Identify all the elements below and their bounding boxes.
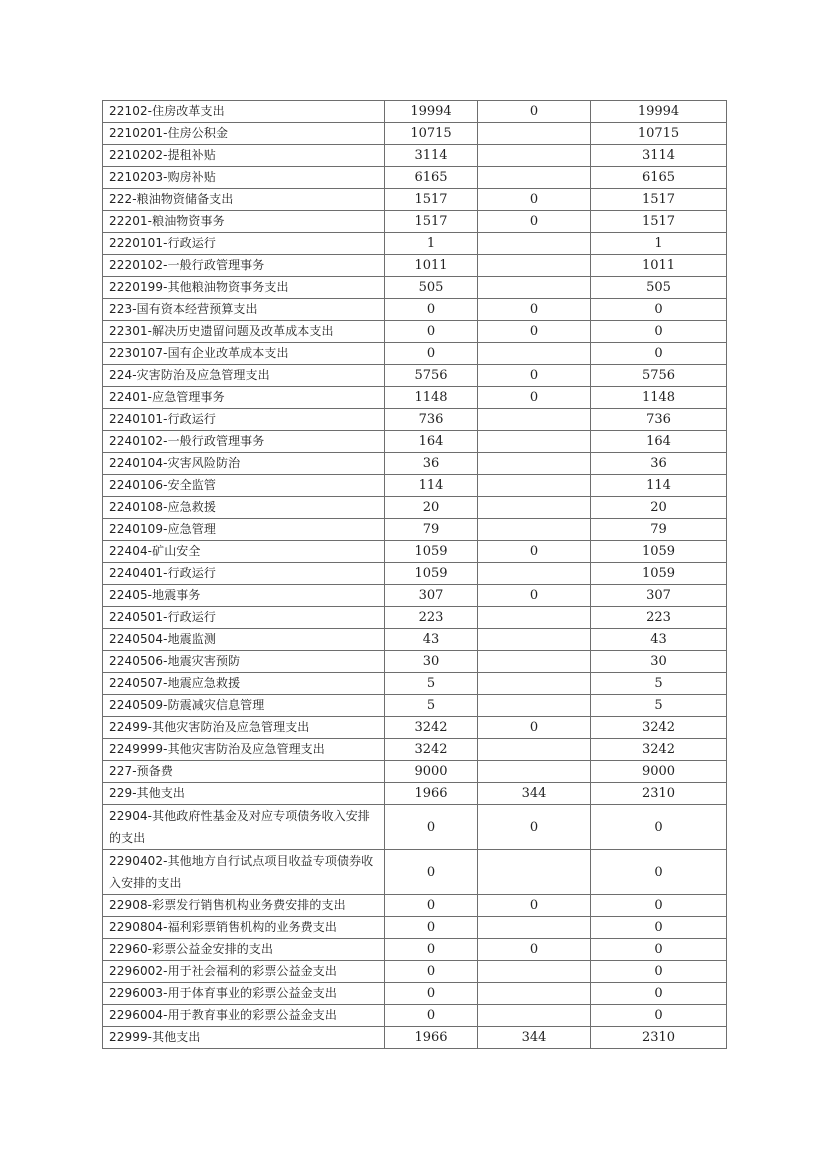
amount-cell-1: 0 bbox=[385, 983, 478, 1005]
item-name-cell: 227-预备费 bbox=[103, 761, 385, 783]
item-name-cell: 2296003-用于体育事业的彩票公益金支出 bbox=[103, 983, 385, 1005]
table-row bbox=[103, 563, 727, 585]
amount-cell-2 bbox=[478, 1005, 591, 1027]
amount-cell-2 bbox=[478, 673, 591, 695]
item-name-cell: 229-其他支出 bbox=[103, 783, 385, 805]
amount-cell-2: 0 bbox=[478, 365, 591, 387]
item-name-cell: 2220102-一般行政管理事务 bbox=[103, 255, 385, 277]
amount-cell-1: 1059 bbox=[385, 563, 478, 585]
amount-cell-1: 0 bbox=[385, 805, 478, 850]
table-row bbox=[103, 695, 727, 717]
amount-total-cell: 164 bbox=[591, 431, 727, 453]
item-name-cell: 22301-解决历史遗留问题及改革成本支出 bbox=[103, 321, 385, 343]
table-row bbox=[103, 1027, 727, 1049]
amount-total-cell: 0 bbox=[591, 343, 727, 365]
table-row bbox=[103, 585, 727, 607]
amount-total-cell: 36 bbox=[591, 453, 727, 475]
table-row bbox=[103, 343, 727, 365]
amount-total-cell: 1 bbox=[591, 233, 727, 255]
amount-cell-2: 344 bbox=[478, 1027, 591, 1049]
amount-cell-1: 307 bbox=[385, 585, 478, 607]
amount-cell-1: 0 bbox=[385, 850, 478, 895]
table-row bbox=[103, 189, 727, 211]
table-row bbox=[103, 541, 727, 563]
amount-cell-2 bbox=[478, 343, 591, 365]
table-row bbox=[103, 673, 727, 695]
amount-cell-1: 5 bbox=[385, 673, 478, 695]
amount-cell-2 bbox=[478, 233, 591, 255]
item-name-cell: 22908-彩票发行销售机构业务费安排的支出 bbox=[103, 895, 385, 917]
amount-cell-1: 0 bbox=[385, 343, 478, 365]
amount-cell-2 bbox=[478, 739, 591, 761]
item-name-cell: 2240509-防震减灾信息管理 bbox=[103, 695, 385, 717]
table-row bbox=[103, 739, 727, 761]
amount-cell-2 bbox=[478, 519, 591, 541]
amount-total-cell: 0 bbox=[591, 805, 727, 850]
table-row bbox=[103, 211, 727, 233]
item-name-cell: 22499-其他灾害防治及应急管理支出 bbox=[103, 717, 385, 739]
amount-cell-1: 9000 bbox=[385, 761, 478, 783]
item-name-cell: 22404-矿山安全 bbox=[103, 541, 385, 563]
table-row bbox=[103, 123, 727, 145]
amount-total-cell: 1059 bbox=[591, 541, 727, 563]
table-row bbox=[103, 453, 727, 475]
amount-cell-1: 5756 bbox=[385, 365, 478, 387]
item-name-cell: 2240501-行政运行 bbox=[103, 607, 385, 629]
amount-cell-2: 0 bbox=[478, 541, 591, 563]
item-name-cell: 22102-住房改革支出 bbox=[103, 101, 385, 123]
table-row bbox=[103, 299, 727, 321]
amount-cell-2 bbox=[478, 453, 591, 475]
amount-cell-1: 505 bbox=[385, 277, 478, 299]
item-name-cell: 22401-应急管理事务 bbox=[103, 387, 385, 409]
table-row bbox=[103, 983, 727, 1005]
item-name-cell: 2249999-其他灾害防治及应急管理支出 bbox=[103, 739, 385, 761]
amount-cell-2 bbox=[478, 409, 591, 431]
amount-total-cell: 0 bbox=[591, 939, 727, 961]
table-row bbox=[103, 475, 727, 497]
amount-cell-2: 0 bbox=[478, 939, 591, 961]
amount-cell-2 bbox=[478, 917, 591, 939]
amount-cell-2: 0 bbox=[478, 211, 591, 233]
item-name-cell: 2210202-提租补贴 bbox=[103, 145, 385, 167]
amount-cell-1: 6165 bbox=[385, 167, 478, 189]
item-name-cell: 2220199-其他粮油物资事务支出 bbox=[103, 277, 385, 299]
amount-cell-2 bbox=[478, 563, 591, 585]
amount-cell-1: 0 bbox=[385, 321, 478, 343]
amount-total-cell: 0 bbox=[591, 321, 727, 343]
item-name-cell: 2220101-行政运行 bbox=[103, 233, 385, 255]
amount-total-cell: 2310 bbox=[591, 783, 727, 805]
table-row bbox=[103, 277, 727, 299]
amount-total-cell: 3242 bbox=[591, 717, 727, 739]
table-row bbox=[103, 1005, 727, 1027]
table-row bbox=[103, 717, 727, 739]
amount-total-cell: 0 bbox=[591, 1005, 727, 1027]
amount-cell-2 bbox=[478, 431, 591, 453]
amount-total-cell: 307 bbox=[591, 585, 727, 607]
amount-cell-2 bbox=[478, 695, 591, 717]
item-name-cell: 224-灾害防治及应急管理支出 bbox=[103, 365, 385, 387]
amount-total-cell: 223 bbox=[591, 607, 727, 629]
amount-cell-2: 0 bbox=[478, 895, 591, 917]
amount-total-cell: 1517 bbox=[591, 211, 727, 233]
amount-total-cell: 0 bbox=[591, 983, 727, 1005]
amount-cell-1: 1 bbox=[385, 233, 478, 255]
amount-cell-2: 0 bbox=[478, 805, 591, 850]
amount-cell-1: 223 bbox=[385, 607, 478, 629]
item-name-cell: 222-粮油物资储备支出 bbox=[103, 189, 385, 211]
amount-cell-1: 1517 bbox=[385, 189, 478, 211]
table-row bbox=[103, 850, 727, 895]
amount-total-cell: 30 bbox=[591, 651, 727, 673]
table-row bbox=[103, 167, 727, 189]
amount-cell-2: 0 bbox=[478, 387, 591, 409]
amount-total-cell: 1059 bbox=[591, 563, 727, 585]
item-name-cell: 2240101-行政运行 bbox=[103, 409, 385, 431]
amount-total-cell: 19994 bbox=[591, 101, 727, 123]
amount-total-cell: 79 bbox=[591, 519, 727, 541]
table-row bbox=[103, 805, 727, 850]
amount-total-cell: 20 bbox=[591, 497, 727, 519]
amount-cell-2 bbox=[478, 167, 591, 189]
amount-cell-2 bbox=[478, 651, 591, 673]
amount-cell-1: 1011 bbox=[385, 255, 478, 277]
item-name-cell: 2240507-地震应急救援 bbox=[103, 673, 385, 695]
amount-cell-1: 164 bbox=[385, 431, 478, 453]
item-name-cell: 2230107-国有企业改革成本支出 bbox=[103, 343, 385, 365]
item-name-cell: 22201-粮油物资事务 bbox=[103, 211, 385, 233]
item-name-cell: 22960-彩票公益金安排的支出 bbox=[103, 939, 385, 961]
amount-cell-1: 43 bbox=[385, 629, 478, 651]
amount-cell-1: 1966 bbox=[385, 1027, 478, 1049]
item-name-cell: 22405-地震事务 bbox=[103, 585, 385, 607]
table-row bbox=[103, 145, 727, 167]
amount-cell-2 bbox=[478, 607, 591, 629]
item-name-cell: 2240504-地震监测 bbox=[103, 629, 385, 651]
amount-cell-1: 10715 bbox=[385, 123, 478, 145]
item-name-cell: 2240102-一般行政管理事务 bbox=[103, 431, 385, 453]
amount-total-cell: 0 bbox=[591, 961, 727, 983]
table-row bbox=[103, 387, 727, 409]
table-row bbox=[103, 431, 727, 453]
table-row bbox=[103, 233, 727, 255]
amount-cell-2 bbox=[478, 850, 591, 895]
table-body bbox=[103, 101, 727, 1049]
amount-cell-2 bbox=[478, 983, 591, 1005]
amount-total-cell: 0 bbox=[591, 895, 727, 917]
item-name-cell: 22904-其他政府性基金及对应专项债务收入安排的支出 bbox=[103, 805, 385, 850]
budget-expenditure-table bbox=[102, 100, 727, 1049]
amount-cell-2: 0 bbox=[478, 585, 591, 607]
amount-cell-1: 3114 bbox=[385, 145, 478, 167]
table-row bbox=[103, 519, 727, 541]
amount-cell-1: 30 bbox=[385, 651, 478, 673]
table-row bbox=[103, 409, 727, 431]
amount-cell-1: 1059 bbox=[385, 541, 478, 563]
amount-total-cell: 3114 bbox=[591, 145, 727, 167]
amount-total-cell: 6165 bbox=[591, 167, 727, 189]
table-row bbox=[103, 607, 727, 629]
table-row bbox=[103, 895, 727, 917]
item-name-cell: 2296004-用于教育事业的彩票公益金支出 bbox=[103, 1005, 385, 1027]
amount-cell-1: 0 bbox=[385, 939, 478, 961]
amount-total-cell: 43 bbox=[591, 629, 727, 651]
amount-cell-1: 20 bbox=[385, 497, 478, 519]
amount-cell-1: 736 bbox=[385, 409, 478, 431]
amount-cell-1: 1148 bbox=[385, 387, 478, 409]
table-row bbox=[103, 101, 727, 123]
amount-total-cell: 1011 bbox=[591, 255, 727, 277]
table-row bbox=[103, 939, 727, 961]
amount-cell-2 bbox=[478, 255, 591, 277]
amount-cell-1: 0 bbox=[385, 895, 478, 917]
amount-total-cell: 0 bbox=[591, 299, 727, 321]
amount-total-cell: 3242 bbox=[591, 739, 727, 761]
amount-total-cell: 1517 bbox=[591, 189, 727, 211]
item-name-cell: 2240506-地震灾害预防 bbox=[103, 651, 385, 673]
amount-cell-1: 1517 bbox=[385, 211, 478, 233]
amount-cell-1: 36 bbox=[385, 453, 478, 475]
table-row bbox=[103, 783, 727, 805]
amount-total-cell: 5 bbox=[591, 695, 727, 717]
item-name-cell: 22999-其他支出 bbox=[103, 1027, 385, 1049]
table-row bbox=[103, 255, 727, 277]
amount-total-cell: 5 bbox=[591, 673, 727, 695]
amount-cell-1: 5 bbox=[385, 695, 478, 717]
table-row bbox=[103, 497, 727, 519]
table-row bbox=[103, 321, 727, 343]
amount-total-cell: 10715 bbox=[591, 123, 727, 145]
amount-cell-2 bbox=[478, 475, 591, 497]
table-row bbox=[103, 365, 727, 387]
amount-cell-2: 0 bbox=[478, 321, 591, 343]
item-name-cell: 2290402-其他地方自行试点项目收益专项债券收入安排的支出 bbox=[103, 850, 385, 895]
amount-cell-2 bbox=[478, 961, 591, 983]
amount-total-cell: 2310 bbox=[591, 1027, 727, 1049]
amount-cell-1: 19994 bbox=[385, 101, 478, 123]
item-name-cell: 2240401-行政运行 bbox=[103, 563, 385, 585]
amount-cell-2 bbox=[478, 123, 591, 145]
amount-total-cell: 9000 bbox=[591, 761, 727, 783]
amount-total-cell: 1148 bbox=[591, 387, 727, 409]
item-name-cell: 2240106-安全监管 bbox=[103, 475, 385, 497]
table-row bbox=[103, 761, 727, 783]
table-row bbox=[103, 629, 727, 651]
amount-cell-2: 0 bbox=[478, 189, 591, 211]
table-row bbox=[103, 961, 727, 983]
amount-total-cell: 5756 bbox=[591, 365, 727, 387]
amount-cell-1: 79 bbox=[385, 519, 478, 541]
table-row bbox=[103, 651, 727, 673]
amount-cell-2: 344 bbox=[478, 783, 591, 805]
item-name-cell: 2240108-应急救援 bbox=[103, 497, 385, 519]
amount-total-cell: 736 bbox=[591, 409, 727, 431]
amount-cell-2 bbox=[478, 761, 591, 783]
amount-total-cell: 0 bbox=[591, 850, 727, 895]
table-row bbox=[103, 917, 727, 939]
item-name-cell: 2240104-灾害风险防治 bbox=[103, 453, 385, 475]
item-name-cell: 2210203-购房补贴 bbox=[103, 167, 385, 189]
amount-total-cell: 0 bbox=[591, 917, 727, 939]
amount-cell-2: 0 bbox=[478, 101, 591, 123]
amount-cell-1: 0 bbox=[385, 1005, 478, 1027]
item-name-cell: 2210201-住房公积金 bbox=[103, 123, 385, 145]
item-name-cell: 2296002-用于社会福利的彩票公益金支出 bbox=[103, 961, 385, 983]
amount-cell-2: 0 bbox=[478, 299, 591, 321]
amount-cell-2 bbox=[478, 497, 591, 519]
amount-total-cell: 114 bbox=[591, 475, 727, 497]
item-name-cell: 223-国有资本经营预算支出 bbox=[103, 299, 385, 321]
amount-cell-1: 0 bbox=[385, 917, 478, 939]
amount-cell-1: 114 bbox=[385, 475, 478, 497]
amount-total-cell: 505 bbox=[591, 277, 727, 299]
amount-cell-1: 0 bbox=[385, 299, 478, 321]
amount-cell-1: 3242 bbox=[385, 739, 478, 761]
item-name-cell: 2240109-应急管理 bbox=[103, 519, 385, 541]
amount-cell-2 bbox=[478, 277, 591, 299]
amount-cell-1: 3242 bbox=[385, 717, 478, 739]
item-name-cell: 2290804-福利彩票销售机构的业务费支出 bbox=[103, 917, 385, 939]
amount-cell-1: 0 bbox=[385, 961, 478, 983]
amount-cell-2 bbox=[478, 145, 591, 167]
amount-cell-1: 1966 bbox=[385, 783, 478, 805]
amount-cell-2: 0 bbox=[478, 717, 591, 739]
amount-cell-2 bbox=[478, 629, 591, 651]
